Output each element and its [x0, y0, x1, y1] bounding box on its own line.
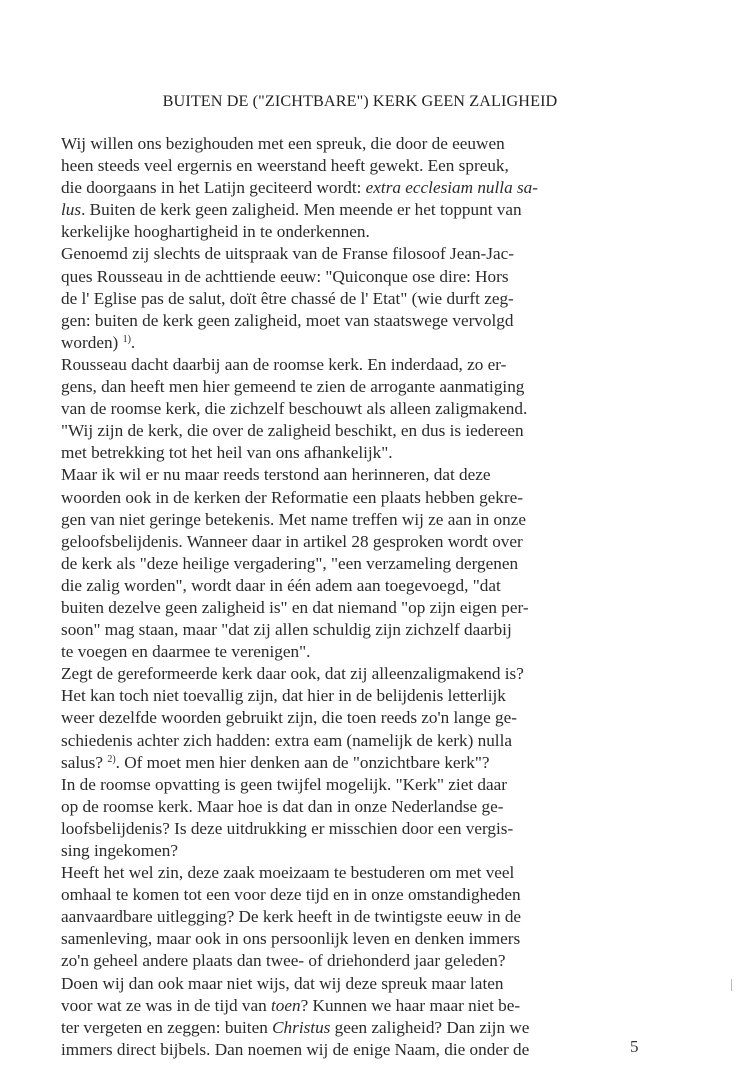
text-line: In de roomse opvatting is geen twijfel mogelijk. "Kerk" ziet daar: [61, 774, 507, 794]
text-line: soon" mag staan, maar "dat zij allen schuldig zijn zichzelf daarbij: [61, 620, 512, 640]
text-line: immers direct bijbels. Dan noemen wij de enige Naam, die onder de: [61, 1039, 530, 1059]
text-line: gens, dan heeft men hier gemeend te zien de arrogante aanmatiging: [61, 377, 525, 397]
text-line: gen van niet geringe betekenis. Met name treffen wij ze aan in onze: [61, 509, 526, 529]
text-line: weer dezelfde woorden gebruikt zijn, die toen reeds zo'n lange ge-: [61, 708, 517, 728]
text-line: op de roomse kerk. Maar hoe is dat dan in onze Nederlandse ge-: [61, 796, 504, 816]
text-line: van de roomse kerk, die zichzelf beschouwt als alleen zaligmakend.: [61, 399, 528, 419]
scan-edge-mark: [731, 979, 732, 991]
text-line: Genoemd zij slechts de uitspraak van de Franse filosoof Jean-Jac-: [61, 244, 514, 264]
emphasis: toen: [271, 995, 301, 1015]
text-line: geloofsbelijdenis. Wanneer daar in artikel 28 gesproken wordt over: [61, 531, 523, 551]
text-line: zo'n geheel andere plaats dan twee- of driehonderd jaar geleden?: [61, 951, 506, 971]
text-line: sing ingekomen?: [61, 841, 178, 860]
text-line: die zalig worden", wordt daar in één adem aan toegevoegd, "dat: [61, 575, 501, 595]
chapter-title: BUITEN DE ("ZICHTBARE") KERK GEEN ZALIGHEID: [162, 92, 558, 110]
text-line: omhaal te komen tot een voor deze tijd en in onze omstandigheden: [61, 885, 521, 905]
page-number: 5: [630, 1037, 639, 1056]
text-line: Het kan toch niet toevallig zijn, dat hier in de belijdenis letterlijk: [61, 686, 506, 706]
text-line: worden) $^{1)}$.: [61, 332, 136, 352]
text-line: de kerk als "deze heilige vergadering", "een verzameling dergenen: [61, 553, 519, 573]
emphasis: Christus: [272, 1017, 331, 1037]
text-line: gen: buiten de kerk geen zaligheid, moet van staatswege vervolgd: [61, 310, 514, 330]
latin-phrase: lus: [61, 200, 82, 220]
text-line: salus? $^{2)}$. Of moet men hier denken aan de "onzichtbare kerk"?: [61, 752, 490, 772]
text-line: ques Rousseau in de achttiende eeuw: "Quiconque ose dire: Hors: [61, 266, 509, 286]
text-line: die doorgaans in het Latijn geciteerd wordt: extra ecclesiam nulla sa-: [61, 178, 538, 198]
text-line: buiten dezelve geen zaligheid is" en dat niemand "op zijn eigen per-: [61, 597, 529, 617]
text-line: woorden ook in de kerken der Reformatie een plaats hebben gekre-: [61, 487, 523, 507]
text-line: voor wat ze was in de tijd van toen? Kunnen we haar maar niet be-: [61, 995, 521, 1015]
text-line: Wij willen ons bezighouden met een spreuk, die door de eeuwen: [61, 134, 505, 153]
text-line: lus. Buiten de kerk geen zaligheid. Men meende er het toppunt van: [61, 200, 522, 220]
footnote-ref: 1): [122, 333, 131, 345]
text-line: Doen wij dan ook maar niet wijs, dat wij deze spreuk maar laten: [61, 973, 504, 993]
text-line: heen steeds veel ergernis en weerstand heeft gewekt. Een spreuk,: [61, 156, 509, 176]
footnote-ref: 2): [107, 753, 116, 765]
text-line: samenleving, maar ook in ons persoonlijk leven en denken immers: [61, 929, 521, 949]
text-line: "Wij zijn de kerk, die over de zaligheid beschikt, en dus is iedereen: [61, 421, 524, 441]
text-line: ter vergeten en zeggen: buiten Christus geen zaligheid? Dan zijn we: [61, 1017, 530, 1037]
text-line: kerkelijke hooghartigheid in te onderkennen.: [61, 222, 370, 242]
text-line: Heeft het wel zin, deze zaak moeizaam te bestuderen om met veel: [61, 863, 515, 883]
text-line: loofsbelijdenis? Is deze uitdrukking er misschien door een vergis-: [61, 818, 514, 838]
body-text: [61, 133, 681, 1061]
text-line: Zegt de gereformeerde kerk daar ook, dat zij alleenzaligmakend is?: [61, 664, 524, 684]
text-line: met betrekking tot het heil van ons afhankelijk".: [61, 443, 393, 463]
latin-phrase: extra ecclesiam nulla sa-: [365, 178, 538, 198]
text-line: Maar ik wil er nu maar reeds terstond aan herinneren, dat deze: [61, 465, 491, 485]
text-line: Rousseau dacht daarbij aan de roomse kerk. En inderdaad, zo er-: [61, 354, 507, 374]
text-line: de l' Eglise pas de salut, doït être chassé de l' Etat" (wie durft zeg-: [61, 288, 514, 308]
text-line: aanvaardbare uitlegging? De kerk heeft in de twintigste eeuw in de: [61, 907, 522, 927]
text-line: te voegen en daarmee te verenigen".: [61, 642, 311, 662]
text-line: schiedenis achter zich hadden: extra eam (namelijk de kerk) nulla: [61, 730, 512, 750]
